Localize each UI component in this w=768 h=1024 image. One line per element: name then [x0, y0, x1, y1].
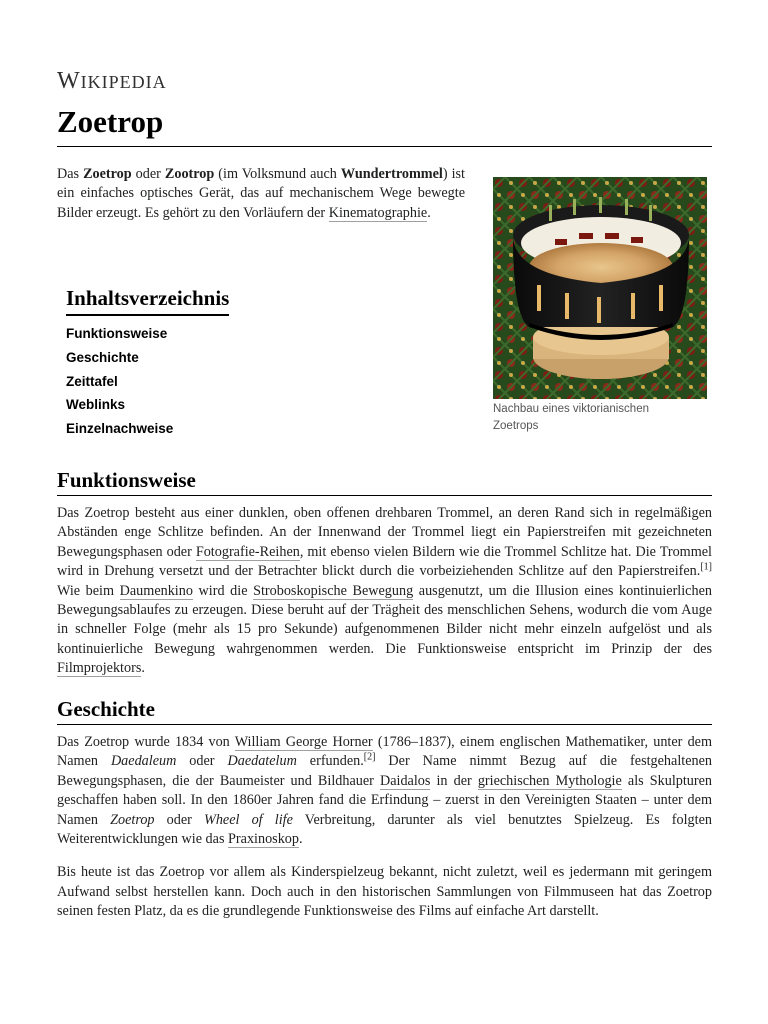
section-heading-geschichte: Geschichte	[57, 697, 712, 725]
link-filmprojektors[interactable]: Filmprojektors	[57, 660, 142, 677]
link-griechische-mythologie[interactable]: griechischen Mythologie	[477, 772, 622, 789]
logo-initial: W	[57, 68, 81, 94]
toc-item-einzelnachweise[interactable]: Einzelnachweise	[66, 421, 174, 437]
section-heading-funktionsweise: Funktionsweise	[57, 468, 712, 496]
link-kinematographie[interactable]: Kinematographie	[328, 204, 428, 221]
table-of-contents	[66, 286, 229, 441]
intro-paragraph: Das Zoetrop oder Zootrop (im Volksmund auch Wundertrommel) ist ein einfaches optisches Gerät, das auf mechanischem Wege bewegte Bilder erzeugt. Es gehört zu den Vorläufern der Kinematographie.	[57, 166, 465, 221]
title-divider	[57, 146, 712, 147]
toc-item-funktionsweise[interactable]: Funktionsweise	[66, 326, 168, 341]
reference-1[interactable]: [1]	[700, 561, 712, 573]
section-funktionsweise	[57, 504, 712, 679]
link-daidalos[interactable]: Daidalos	[379, 772, 431, 789]
reference-2[interactable]: [2]	[363, 751, 376, 763]
intro-section	[57, 165, 465, 223]
wikipedia-logo[interactable]	[57, 68, 167, 95]
geschichte-paragraph-1: Das Zoetrop wurde 1834 von William George Horner (1786–1837), einem englischen Mathematiker, unter dem Namen Daedaleum oder Daedatelum erfunden.[2] Der Name nimmt Bezug auf die festgehaltenen Bewegungsphasen, die der Baumeister und Bildhauer Daidalos in der griechischen Mythologie als Skulpturen geschaffen haben soll. In den 1860er Jahren fand die Erfindung – zuerst in den Vereinigten Staaten – unter dem Namen Zoetrop oder Wheel of life Verbreitung, darunter als viel benutztes Spielzeug. Es folgten Weiterentwicklungen wie das Praxinoskop.	[57, 734, 713, 848]
link-praxinoskop[interactable]: Praxinoskop	[228, 831, 299, 848]
link-fotografie-reihen[interactable]: Fotografie-Reihen	[195, 543, 300, 560]
funktionsweise-paragraph: Das Zoetrop besteht aus einer dunklen, oben offenen drehbaren Trommel, an deren Rand sich in regelmäßigen Abständen enge Schlitze befinden. An der Innenwand der Trommel liegt ein Papierstreifen mit gezeichneten Bewegungsphasen oder Fotografie-Reihen, mit ebenso vielen Bildern wie die Trommel Schlitze hat. Die Trommel wird in Drehung versetzt und der Betrachter blickt durch die vorbeiziehenden Schlitze auf den Papierstreifen.[1] Wie beim Daumenkino wird die Stroboskopische Bewegung ausgenutzt, um die Illusion eines kontinuierlichen Bewegungsablaufes zu erzeugen. Diese beruht auf der Trägheit des menschlichen Sehens, wodurch die vom Auge in schneller Folge (mehr als 15 pro Sekunde) aufgenommenen Bilder nicht mehr einzeln aufgelöst und als kontinuierliche Bewegung wahrgenommen werden. Die Funktionsweise entspricht im Prinzip der des Filmprojektors.	[57, 505, 712, 677]
zoetrop-photo[interactable]	[493, 177, 707, 399]
figure-zoetrop	[493, 177, 707, 435]
toc-item-weblinks[interactable]: Weblinks	[66, 397, 126, 413]
link-william-george-horner[interactable]: William George Horner	[234, 734, 373, 750]
toc-heading: Inhaltsverzeichnis	[66, 286, 229, 316]
page-title: Zoetrop	[57, 104, 164, 139]
link-daumenkino[interactable]: Daumenkino	[119, 582, 193, 599]
toc-item-geschichte[interactable]: Geschichte	[66, 349, 139, 365]
section-geschichte	[57, 733, 712, 922]
toc-item-zeittafel[interactable]: Zeittafel	[66, 373, 118, 389]
link-stroboskopische-bewegung[interactable]: Stroboskopische Bewegung	[253, 582, 414, 599]
logo-rest: IKIPEDIA	[80, 72, 167, 92]
toc-list	[66, 322, 229, 441]
figure-caption: Nachbau eines viktorianischen Zoetrops	[493, 403, 649, 432]
geschichte-paragraph-2: Bis heute ist das Zoetrop vor allem als Kinderspielzeug bekannt, nicht zuletzt, weil es jedermann mit geringem Aufwand selbst herstellen kann. Doch auch in den historischen Sammlungen von Filmmuseen hat das Zoetrop seinen festen Platz, da es die grundlegende Funktionsweise des Films auf einfache Art darstellt.	[57, 864, 712, 920]
